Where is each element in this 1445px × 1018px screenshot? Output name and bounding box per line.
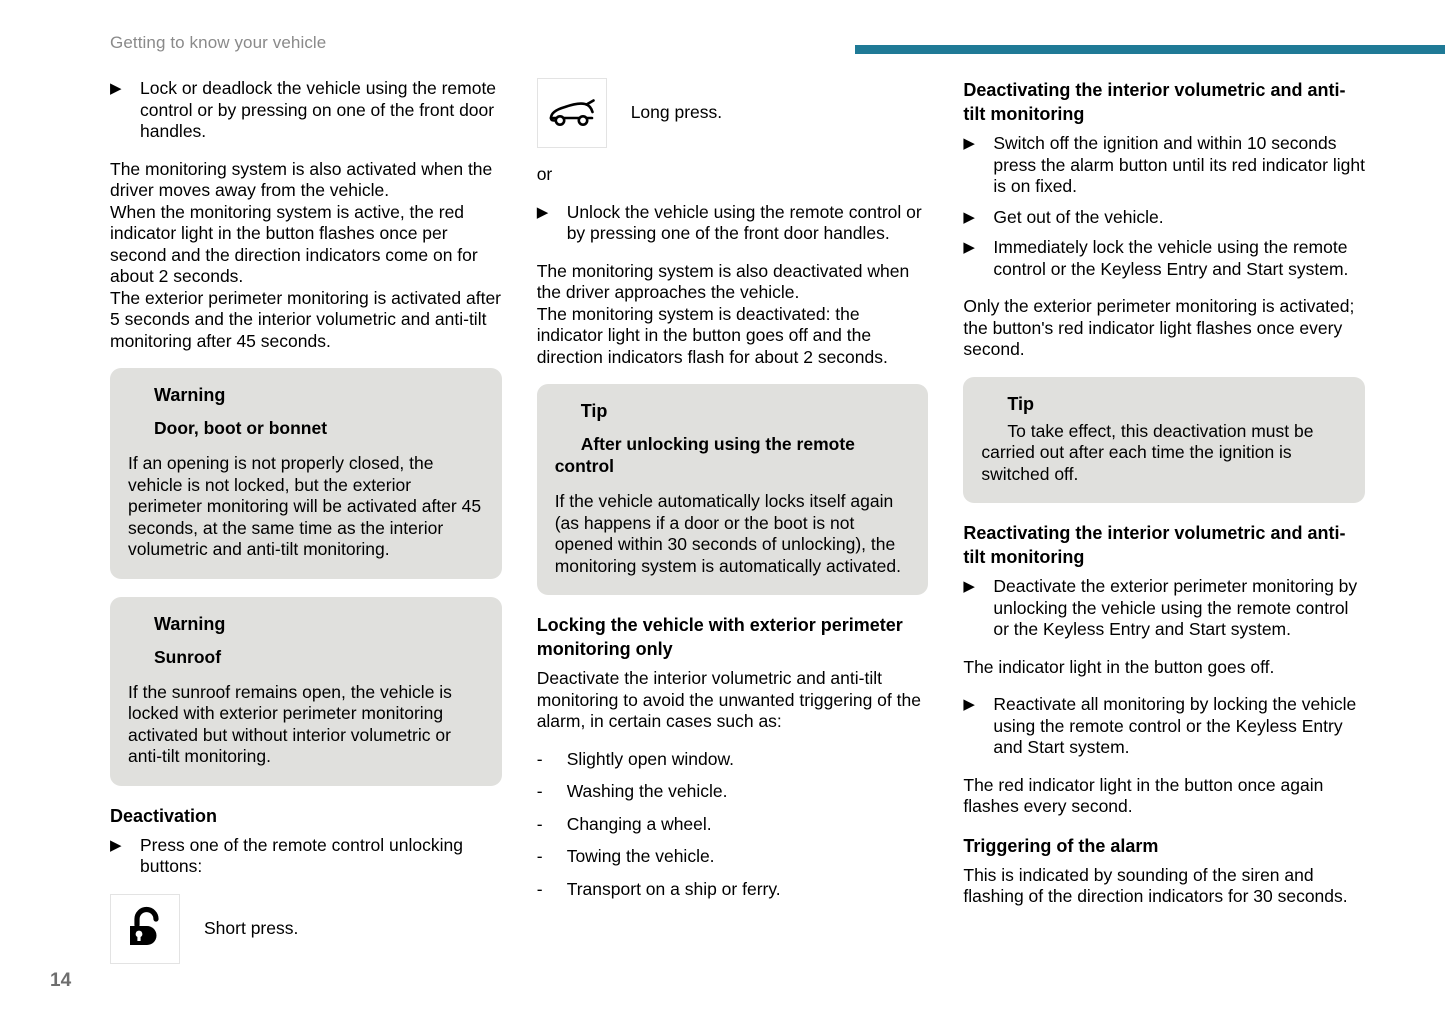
callout-title: Tip — [580, 401, 608, 421]
callout-header — [981, 393, 1347, 419]
callout-subtitle: After unlocking using the remote control — [554, 434, 855, 476]
page-header-title: Getting to know your vehicle — [110, 33, 327, 52]
header-rule — [855, 45, 1445, 54]
paragraph: The indicator light in the button goes off. — [963, 656, 1275, 677]
pictogram-box — [110, 894, 180, 964]
content-columns — [110, 78, 1365, 980]
dash-bullet-icon: - — [536, 781, 543, 801]
warning-callout — [110, 597, 502, 786]
list-item — [110, 78, 502, 143]
list-item — [537, 879, 929, 901]
pictogram-row — [537, 78, 929, 148]
callout-body: If an opening is not properly closed, the vehicle is not locked, but the exterior perimeter monitoring will be activated after 45 seconds, at the same time as the interior volumetric and anti-tilt monitoring. — [128, 453, 482, 559]
list-item-text: Transport on a ship or ferry. — [566, 878, 781, 899]
column-3 — [963, 78, 1365, 980]
pictogram-label: Short press. — [204, 917, 299, 938]
warning-icon — [128, 384, 154, 410]
list-item — [963, 237, 1365, 280]
arrow-bullet-icon: ▶ — [963, 696, 975, 713]
warning-callout — [110, 368, 502, 579]
callout-body: If the vehicle automatically locks itself again (as happens if a door or the boot is not opened within 30 seconds of unlocking), the monitoring system is automatically activated. — [554, 491, 901, 576]
list-item — [963, 207, 1365, 229]
callout-title: Tip — [1007, 393, 1035, 414]
paragraph: or — [536, 164, 553, 184]
pictogram-row — [110, 894, 502, 964]
list-item — [537, 202, 929, 245]
list-item-text: Press one of the remote control unlocking buttons: — [140, 834, 463, 876]
paragraph: Only the exterior perimeter monitoring is activated; the button's red indicator light flashes once every second. — [963, 296, 1355, 359]
section-heading: Deactivation — [110, 805, 218, 826]
list-item-text: Deactivate the exterior perimeter monitoring by unlocking the vehicle using the remote control or the Keyless Entry and Start system. — [993, 576, 1358, 639]
arrow-bullet-icon: ▶ — [963, 135, 975, 152]
list-item-text: Slightly open window. — [566, 748, 735, 769]
list-item-text: Washing the vehicle. — [566, 781, 728, 801]
callout-title: Warning — [154, 613, 226, 634]
dash-bullet-icon: - — [536, 748, 543, 769]
section-heading: Locking the vehicle with exterior perimeter monitoring only — [536, 615, 903, 659]
paragraph: The red indicator light in the button once again flashes every second. — [963, 774, 1324, 816]
unlocked-padlock-icon — [124, 906, 166, 952]
paragraph: The monitoring system is also deactivated when the driver approaches the vehicle. — [536, 260, 910, 302]
warning-icon — [128, 613, 154, 639]
list-item-text: Towing the vehicle. — [566, 846, 715, 866]
arrow-bullet-icon: ▶ — [963, 239, 975, 256]
dash-bullet-icon: - — [536, 813, 543, 834]
callout-subtitle: Door, boot or bonnet — [154, 418, 328, 438]
arrow-bullet-icon: ▶ — [963, 208, 975, 226]
callout-subtitle: Sunroof — [154, 646, 222, 667]
callout-header — [128, 613, 484, 639]
paragraph: When the monitoring system is active, the red indicator light in the button flashes once per second and the direction indicators come on for about 2 seconds. — [110, 201, 478, 286]
arrow-bullet-icon: ▶ — [110, 80, 122, 97]
column-1 — [110, 78, 502, 980]
list-item — [963, 694, 1365, 759]
column-2 — [537, 78, 929, 980]
list-item-text: Lock or deadlock the vehicle using the remote control or by pressing on one of the front door handles. — [140, 78, 497, 141]
info-icon — [981, 393, 1007, 419]
list-item — [537, 749, 929, 771]
arrow-list — [963, 133, 1365, 280]
arrow-bullet-icon: ▶ — [536, 203, 549, 221]
list-item — [963, 576, 1365, 641]
car-side-icon — [547, 96, 597, 130]
tip-callout — [537, 384, 929, 595]
pictogram-label: Long press. — [630, 102, 723, 123]
tip-callout — [963, 377, 1365, 504]
list-item-text: Changing a wheel. — [566, 813, 712, 834]
list-item — [110, 835, 502, 878]
callout-body: To take effect, this deactivation must be carried out after each time the ignition is switched off. — [981, 420, 1314, 484]
paragraph: This is indicated by sounding of the siren and flashing of the direction indicators for 30 seconds. — [963, 864, 1348, 906]
page-number: 14 — [50, 970, 72, 991]
callout-header — [555, 400, 911, 426]
list-item-text: Immediately lock the vehicle using the remote control or the Keyless Entry and Start system. — [993, 237, 1349, 279]
paragraph: The monitoring system is also activated when the driver moves away from the vehicle. — [110, 158, 493, 200]
paragraph: Deactivate the interior volumetric and anti-tilt monitoring to avoid the unwanted triggering of the alarm, in certain cases such as: — [536, 668, 921, 731]
paragraph: The monitoring system is deactivated: the indicator light in the button goes off and the direction indicators flash for about 2 seconds. — [536, 303, 888, 367]
list-item-text: Get out of the vehicle. — [993, 206, 1164, 227]
list-item — [537, 846, 929, 868]
list-item-text: Switch off the ignition and within 10 seconds press the alarm button until its red indicator light is on fixed. — [993, 133, 1365, 196]
list-item-text: Unlock the vehicle using the remote control or by pressing one of the front door handles. — [566, 201, 922, 243]
info-icon — [555, 400, 581, 426]
callout-title: Warning — [154, 385, 226, 405]
list-item — [537, 781, 929, 803]
callout-body: If the sunroof remains open, the vehicle is locked with exterior perimeter monitoring activated but without interior volumetric or anti-tilt monitoring. — [128, 681, 452, 766]
pictogram-box — [537, 78, 607, 148]
dash-bullet-icon: - — [536, 846, 543, 866]
dash-bullet-icon: - — [536, 878, 543, 899]
arrow-bullet-icon: ▶ — [963, 578, 975, 595]
list-item — [963, 133, 1365, 198]
arrow-bullet-icon: ▶ — [110, 836, 122, 854]
list-item-text: Reactivate all monitoring by locking the vehicle using the remote control or the Keyless Entry and Start system. — [993, 694, 1357, 757]
callout-header — [128, 384, 484, 410]
paragraph: The exterior perimeter monitoring is activated after 5 seconds and the interior volumetric and anti-tilt monitoring after 45 seconds. — [110, 287, 501, 351]
section-heading: Reactivating the interior volumetric and anti-tilt monitoring — [963, 523, 1346, 567]
dash-list — [537, 749, 929, 901]
section-heading: Deactivating the interior volumetric and anti-tilt monitoring — [963, 80, 1346, 124]
list-item — [537, 814, 929, 836]
section-heading: Triggering of the alarm — [963, 835, 1159, 856]
